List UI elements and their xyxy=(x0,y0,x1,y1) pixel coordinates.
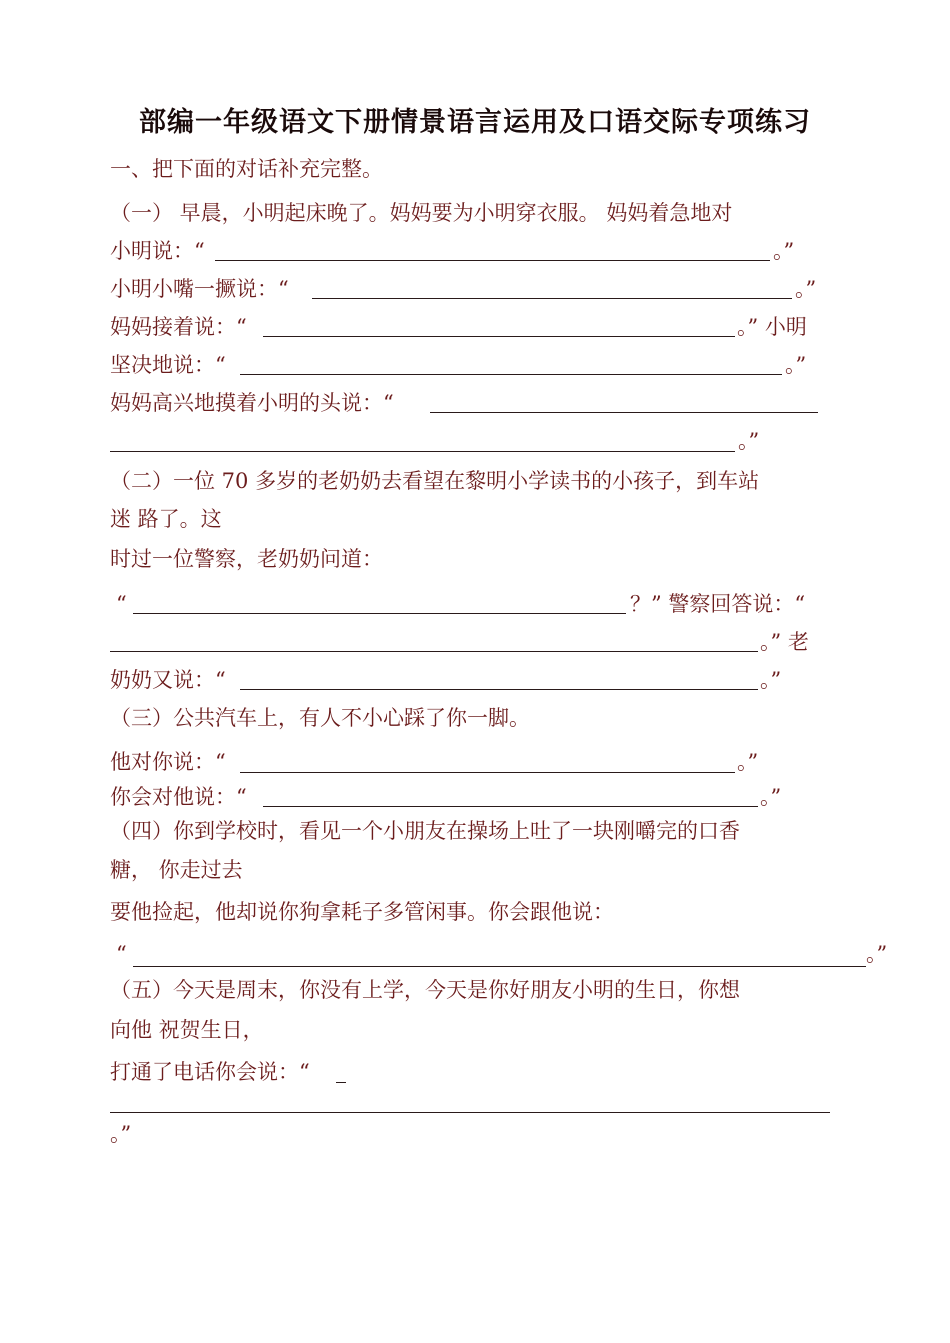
q4-answer-blank[interactable] xyxy=(133,966,866,967)
q5-line-1: （五）今天是周末，你没有上学，今天是你好朋友小明的生日，你想 xyxy=(110,978,740,1002)
q3-line-1: （三）公共汽车上，有人不小心踩了你一脚。 xyxy=(110,706,530,730)
q1-answer-blank-5b[interactable] xyxy=(110,451,735,452)
q4-line-4-end: 。” xyxy=(866,942,888,966)
q1-line-4-end: 。” 小明 xyxy=(737,315,807,339)
q2-line-5-end: 。” 老 xyxy=(760,630,809,654)
q3-answer-blank-1[interactable] xyxy=(240,772,735,773)
q3-line-3-label: 你会对他说：“ xyxy=(110,785,247,809)
q1-line-6-label: 妈妈高兴地摸着小明的头说：“ xyxy=(110,391,394,415)
instruction: 一、把下面的对话补充完整。 xyxy=(110,157,383,181)
q2-line-3: 时过一位警察，老奶奶问道： xyxy=(110,547,383,571)
q5-line-5-end: 。” xyxy=(110,1122,132,1146)
q1-line-2-label: 小明说：“ xyxy=(110,239,205,263)
q1-answer-blank-4[interactable] xyxy=(240,374,782,375)
q3-line-3-end: 。” xyxy=(760,785,782,809)
q3-line-2-end: 。” xyxy=(737,750,759,774)
q1-line-2-end: 。” xyxy=(773,239,795,263)
q2-answer-blank-3[interactable] xyxy=(240,689,758,690)
q1-line-5-label: 坚决地说：“ xyxy=(110,353,226,377)
q2-line-1: （二）一位 70 多岁的老奶奶去看望在黎明小学读书的小孩子，到车站 xyxy=(110,469,760,493)
q1-answer-blank-2[interactable] xyxy=(312,298,792,299)
page-title: 部编一年级语文下册情景语言运用及口语交际专项练习 xyxy=(139,107,811,138)
q2-line-6-label: 奶奶又说：“ xyxy=(110,668,226,692)
q4-line-2: 糖， 你走过去 xyxy=(110,858,243,882)
q1-line-3-end: 。” xyxy=(795,277,817,301)
q5-line-2: 向他 祝贺生日， xyxy=(110,1018,264,1042)
q4-line-3: 要他捡起，他却说你狗拿耗子多管闲事。你会跟他说： xyxy=(110,900,614,924)
q2-answer-blank-1[interactable] xyxy=(133,613,626,614)
q2-line-6-end: 。” xyxy=(760,668,782,692)
q5-line-3-label: 打通了电话你会说：“ xyxy=(110,1060,310,1084)
q2-line-2: 迷 路了。这 xyxy=(110,507,222,531)
q1-line-7-end: 。” xyxy=(738,429,760,453)
q4-line-4-open-quote: “ xyxy=(116,942,127,966)
q1-line-1: （一） 早晨，小明起床晚了。妈妈要为小明穿衣服。 妈妈着急地对 xyxy=(110,201,733,225)
q1-answer-blank-1[interactable] xyxy=(215,260,770,261)
q2-answer-blank-2[interactable] xyxy=(110,651,758,652)
q4-line-1: （四）你到学校时，看见一个小朋友在操场上吐了一块刚嚼完的口香 xyxy=(110,819,740,843)
q1-line-3-label: 小明小嘴一撅说：“ xyxy=(110,277,289,301)
q1-line-4-label: 妈妈接着说：“ xyxy=(110,315,247,339)
q1-line-5-end: 。” xyxy=(785,353,807,377)
q3-line-2-label: 他对你说：“ xyxy=(110,750,226,774)
q1-answer-blank-5a[interactable] xyxy=(430,412,818,413)
q5-answer-blank[interactable] xyxy=(110,1112,830,1113)
q1-answer-blank-3[interactable] xyxy=(263,336,735,337)
q2-line-4-end: ？” 警察回答说：“ xyxy=(630,592,806,616)
q3-answer-blank-2[interactable] xyxy=(263,806,758,807)
q5-answer-blank-start[interactable] xyxy=(336,1082,346,1083)
q2-line-4-open-quote: “ xyxy=(116,592,127,616)
